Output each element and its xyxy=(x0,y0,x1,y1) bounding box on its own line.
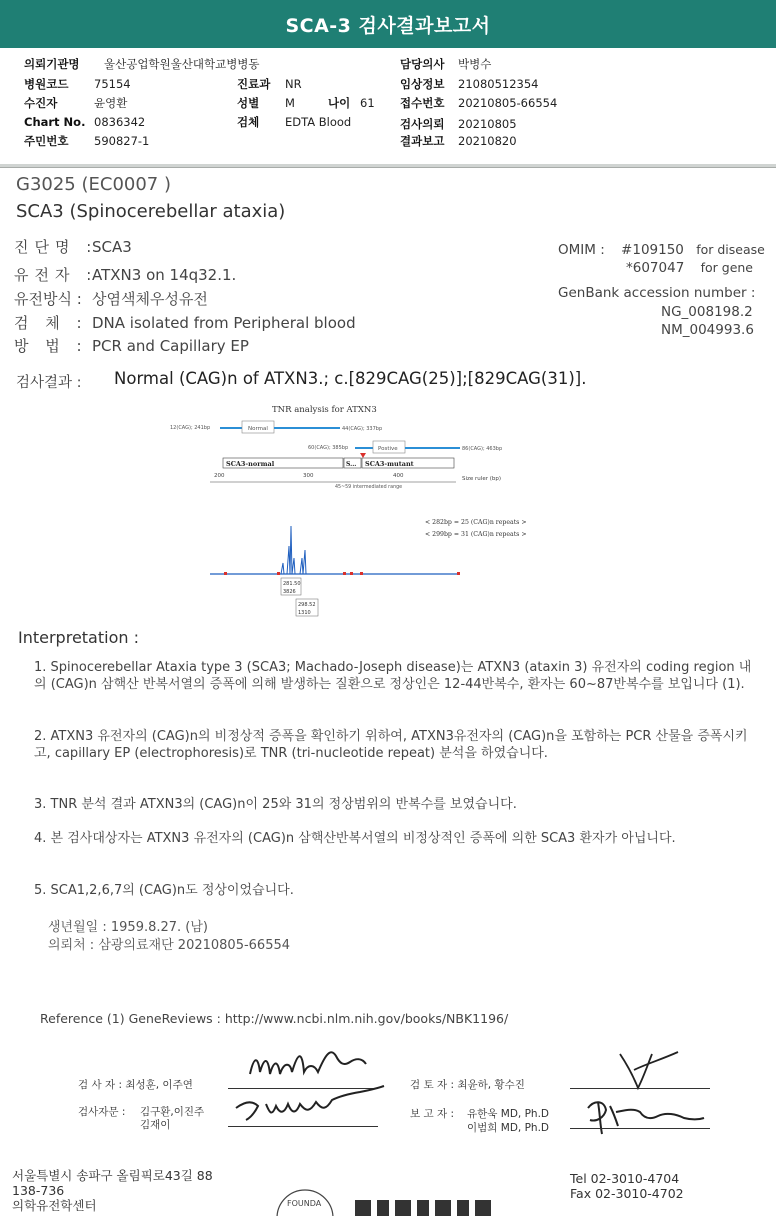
specimen-value: EDTA Blood xyxy=(285,115,352,129)
sca3-normal-bar-label: SCA3-normal xyxy=(226,460,275,468)
department-label: 진료과 xyxy=(237,77,271,91)
sex-value: M xyxy=(285,96,295,110)
size-marker xyxy=(457,572,460,575)
report-title: SCA-3 검사결과보고서 xyxy=(285,14,491,37)
info-specimen-value: DNA isolated from Peripheral blood xyxy=(92,314,356,332)
request-date-label: 검사의뢰 xyxy=(400,117,445,131)
diagnosis-label: 진단명 : xyxy=(14,238,98,256)
gene-label: 유전자 : xyxy=(14,266,98,284)
consultant-sign-line xyxy=(228,1126,378,1127)
left-mutant-label: 60(CAG); 385bp xyxy=(308,445,349,451)
logo-block xyxy=(475,1200,491,1216)
patient-name-field xyxy=(24,95,127,111)
result-label: 검사결과 : xyxy=(16,375,82,391)
report-date-field xyxy=(400,133,517,149)
doctor-field xyxy=(400,56,491,72)
omim-disease-note: for disease xyxy=(696,242,765,257)
info-specimen-label: 검 체 : xyxy=(14,314,88,332)
ruler-tick-200: 200 xyxy=(214,473,225,479)
gene-row xyxy=(14,264,236,285)
footer-tel: Tel 02-3010-4704 xyxy=(570,1171,680,1186)
size-marker xyxy=(350,572,353,575)
repeat-note-2: < 299bp = 31 (CAG)n repeats > xyxy=(425,531,527,538)
age-label: 나이 xyxy=(328,96,351,110)
normal-box-label: Normal xyxy=(248,426,268,432)
consultant-signature xyxy=(230,1084,390,1124)
specimen-field xyxy=(237,114,351,130)
footer-fax: Fax 02-3010-4702 xyxy=(570,1186,684,1201)
size-marker xyxy=(360,572,363,575)
hospital-code-label: 병원코드 xyxy=(24,77,69,91)
department-field xyxy=(237,76,302,92)
interpretation-paragraph-4: 4. 본 검사대상자는 ATXN3 유전자의 (CAG)n 삼핵산반복서열의 비정상적인 증폭에 의한 SCA3 환자가 아닙니다. xyxy=(34,831,676,846)
report-header xyxy=(0,48,776,166)
reference-note: Reference (1) GeneReviews : http://www.ncbi.nlm.nih.gov/books/NBK1196/ xyxy=(40,1011,509,1026)
age-field xyxy=(328,95,375,111)
omim-gene-note: for gene xyxy=(700,260,753,275)
left-normal-label: 12(CAG); 241bp xyxy=(170,425,211,431)
logo-block xyxy=(457,1200,469,1216)
peak-2-height: 1310 xyxy=(298,610,311,616)
examiner-label: 검 사 자 : 최성훈, 이주연 xyxy=(78,1079,193,1091)
chart-no-label: Chart No. xyxy=(24,115,86,129)
peak-1-height: 3826 xyxy=(283,589,296,595)
logo-block xyxy=(435,1200,451,1216)
interpretation-paragraph-3: 3. TNR 분석 결과 ATXN3의 (CAG)n이 25와 31의 정상범위의 반복수를 보였습니다. xyxy=(34,797,517,812)
size-ruler-label: Size ruler (bp) xyxy=(462,476,501,482)
inheritance-value: 상염색체우성유전 xyxy=(92,290,208,308)
reporter-sign-line xyxy=(570,1128,710,1129)
size-marker xyxy=(277,572,280,575)
examiner-signature xyxy=(240,1044,380,1088)
diagnosis-value: SCA3 xyxy=(92,238,132,256)
doctor-label: 담당의사 xyxy=(400,57,445,71)
patient-requester: 의뢰처 : 삼광의료재단 20210805-66554 xyxy=(48,938,291,953)
hospital-code-field xyxy=(24,76,131,92)
receipt-no-value: 20210805-66554 xyxy=(458,96,558,110)
interpretation-paragraph-5: 5. SCA1,2,6,7의 (CAG)n도 정상이었습니다. xyxy=(34,883,294,898)
specimen-label: 검체 xyxy=(237,115,260,129)
chart-no-field xyxy=(24,115,145,129)
accession-1: NG_008198.2 xyxy=(661,304,753,320)
inheritance-label: 유전방식 : xyxy=(14,290,82,308)
report-date-value: 20210820 xyxy=(458,134,517,148)
intermediate-range-label: 45~59 intermediated range xyxy=(335,485,403,490)
omim-disease xyxy=(558,242,765,258)
request-date-value: 20210805 xyxy=(458,117,517,131)
hospital-logo xyxy=(275,1188,515,1216)
clinical-info-field xyxy=(400,76,538,92)
logo-block xyxy=(417,1200,429,1216)
institution-value: 울산공업학원울산대학교병병동 xyxy=(104,57,260,71)
address-line-1: 서울특별시 송파구 올림픽로43길 88 xyxy=(12,1168,213,1183)
omim-disease-id: #109150 xyxy=(621,242,684,258)
sca3-mutant-bar-label: SCA3-mutant xyxy=(365,460,414,468)
reviewer-sign-line xyxy=(570,1088,710,1089)
inheritance-row xyxy=(14,288,208,309)
reviewer-label: 검 토 자 : 최윤하, 황수진 xyxy=(410,1079,525,1091)
logo-block xyxy=(355,1200,371,1216)
department-value: NR xyxy=(285,77,302,91)
resident-no-label: 주민번호 xyxy=(24,134,69,148)
peak-1-trace xyxy=(278,526,295,574)
diagnosis-row xyxy=(14,236,132,257)
omim-label: OMIM : xyxy=(558,242,605,258)
reporter-signature xyxy=(580,1092,710,1136)
gene-value: ATXN3 on 14q32.1. xyxy=(92,266,237,284)
clinical-info-value: 21080512354 xyxy=(458,77,539,91)
accession-2: NM_004993.6 xyxy=(661,322,754,338)
sex-field xyxy=(237,95,295,111)
ruler-tick-400: 400 xyxy=(393,473,404,479)
figure-title: TNR analysis for ATXN3 xyxy=(272,405,377,415)
omim-gene xyxy=(626,260,753,276)
consultant-name-2: 김재이 xyxy=(140,1119,171,1131)
patient-name-label: 수진자 xyxy=(24,96,58,110)
omim-gene-id: *607047 xyxy=(626,260,685,276)
header-divider xyxy=(0,164,776,168)
request-date-field xyxy=(400,116,517,132)
sex-label: 성별 xyxy=(237,96,260,110)
clinical-info-label: 임상정보 xyxy=(400,77,445,91)
right-normal-label: 44(CAG); 337bp xyxy=(342,426,383,432)
age-value: 61 xyxy=(360,96,375,110)
footer-contacts xyxy=(570,1171,684,1201)
method-label: 방 법 : xyxy=(14,337,88,355)
result-value: Normal (CAG)n of ATXN3.; c.[829CAG(25)];[829CAG(31)]. xyxy=(114,369,587,388)
chart-no-value: 0836342 xyxy=(94,115,146,129)
logo-block xyxy=(377,1200,389,1216)
address-line-2: 138-736 xyxy=(12,1183,65,1198)
peak-2-size: 298.52 xyxy=(298,602,316,608)
patient-birth: 생년월일 : 1959.8.27. (남) xyxy=(48,920,209,935)
specimen-row xyxy=(14,312,356,333)
hospital-code-value: 75154 xyxy=(94,77,131,91)
consultant-label: 검사자문 : xyxy=(78,1106,126,1118)
reporter-name-1: 유한욱 MD, Ph.D xyxy=(467,1108,549,1120)
receipt-no-label: 접수번호 xyxy=(400,96,445,110)
method-value: PCR and Capillary EP xyxy=(92,337,249,355)
right-mutant-label: 86(CAG); 463bp xyxy=(462,446,503,452)
reporter-name-2: 이범희 MD, Ph.D xyxy=(467,1122,549,1134)
institution-label: 의뢰기관명 xyxy=(24,57,80,71)
repeat-note-1: < 282bp = 25 (CAG)n repeats > xyxy=(425,519,527,526)
receipt-no-field xyxy=(400,95,557,111)
sca3-mid-bar-label: S... xyxy=(346,461,357,468)
logo-block xyxy=(395,1200,411,1216)
consultant-name-1: 김구환,이진주 xyxy=(140,1106,205,1118)
address-line-3: 의학유전학센터 xyxy=(12,1198,97,1213)
logo-seal-text: FOUNDA xyxy=(287,1199,322,1208)
doctor-value: 박병수 xyxy=(458,57,492,71)
institution-field xyxy=(24,56,260,72)
report-date-label: 결과보고 xyxy=(400,134,445,148)
report-title-bar xyxy=(0,0,776,48)
ruler-tick-300: 300 xyxy=(303,473,314,479)
reporter-label: 보 고 자 : xyxy=(410,1108,454,1120)
tnr-analysis-figure xyxy=(160,398,560,623)
footer-address xyxy=(12,1168,213,1213)
resident-no-value: 590827-1 xyxy=(94,134,150,148)
positive-box-label: Postive xyxy=(378,446,398,452)
interpretation-title: Interpretation : xyxy=(18,628,139,647)
resident-no-field xyxy=(24,133,149,149)
peak-2-trace xyxy=(298,550,308,574)
test-code: G3025 (EC0007 ) xyxy=(16,174,171,195)
peak-1-size: 281.50 xyxy=(283,581,301,587)
genbank-label: GenBank accession number : xyxy=(558,285,756,301)
test-name: SCA3 (Spinocerebellar ataxia) xyxy=(16,201,286,222)
method-row xyxy=(14,335,249,356)
size-marker xyxy=(343,572,346,575)
reviewer-signature xyxy=(600,1048,690,1092)
mutant-marker-icon xyxy=(360,453,366,458)
interpretation-paragraph-1: 1. Spinocerebellar Ataxia type 3 (SCA3; Machado-Joseph disease)는 ATXN3 (ataxin 3) 유전자의 coding region 내의 (CAG)n 삼핵산 반복서열의 증폭에 의해 발생하는 질환으로 정상인은 12-44반복수, 환자는 60~87반복수를 보입니다 (1). xyxy=(34,660,752,692)
interpretation-paragraph-2: 2. ATXN3 유전자의 (CAG)n의 비정상적 증폭을 확인하기 위하여, ATXN3유전자의 (CAG)n을 포함하는 PCR 산물을 증폭시키고, capillary EP (electrophoresis)로 TNR (tri-nucleotide repeat) 분석을 하였습니다. xyxy=(34,729,748,761)
size-marker xyxy=(224,572,227,575)
patient-name-value: 윤영환 xyxy=(94,96,128,110)
